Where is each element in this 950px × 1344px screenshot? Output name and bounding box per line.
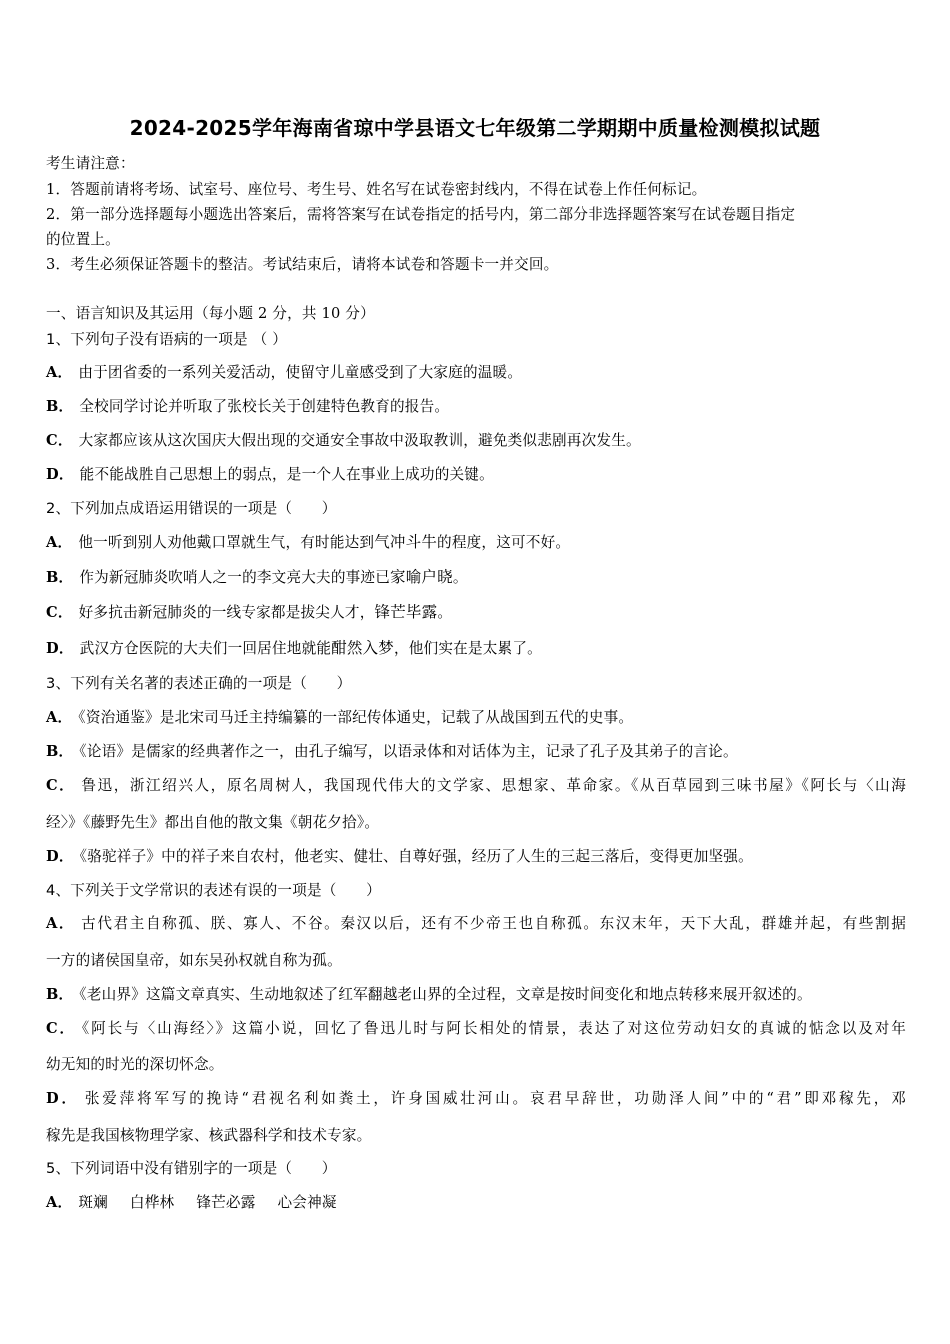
q3-option-c	[46, 774, 906, 795]
q4-option-d-cont: 稼先是我国核物理学家、核武器科学和技术专家。	[46, 1127, 372, 1144]
question-number: 2、	[46, 500, 71, 517]
option-letter: B．	[46, 743, 74, 760]
option-letter: C．	[46, 777, 76, 794]
option-text: 大家都应该从这次国庆大假出现的交通安全事故中汲取教训，避免类似悲剧再次发生。	[78, 432, 641, 449]
q2-option-b	[46, 565, 468, 587]
question-stem: 下列词语中没有错别字的一项是（ ）	[70, 1160, 337, 1177]
notice-heading: 考生请注意：	[46, 155, 135, 172]
question-stem: 下列加点成语运用错误的一项是（ ）	[70, 500, 337, 517]
q2-option-a	[46, 530, 570, 552]
option-text: 能不能战胜自己思想上的弱点，是一个人在事业上成功的关键。	[79, 466, 494, 483]
q3-option-c-cont: 经〉》《藤野先生》都出自他的散文集《朝花夕拾》。	[46, 814, 380, 831]
option-text: 张爱萍将军写的挽诗“君视名利如粪土，许身国威壮河山。哀君早辞世，功勋泽人间”中的“君”即邓稼先，邓	[84, 1090, 906, 1107]
option-text: 他一听到别人劝他戴口罩就生气，有时能达到	[78, 534, 375, 551]
q4-option-d	[46, 1087, 906, 1108]
question-4	[46, 879, 381, 900]
option-text: 《资治通鉴》是北宋司马迁主持编纂的一部纪传体通史，记载了从战国到五代的史事。	[78, 709, 634, 726]
option-letter: D．	[46, 640, 74, 657]
q1-option-a	[46, 361, 522, 382]
question-stem: 下列关于文学常识的表述有误的一项是（ ）	[70, 882, 381, 899]
question-5	[46, 1157, 337, 1178]
q2-option-d	[46, 636, 542, 658]
option-letter: A．	[46, 364, 73, 381]
option-letter: A．	[46, 534, 73, 551]
option-text-end: 。	[452, 569, 468, 586]
question-number: 3、	[46, 675, 71, 692]
word-4: 心会神凝	[277, 1194, 337, 1211]
question-2	[46, 497, 337, 518]
word-1: 斑斓	[78, 1194, 108, 1211]
word-3: 锋芒必露	[196, 1194, 256, 1211]
option-text: 古代君主自称孤、朕、寡人、不谷。秦汉以后，还有不少帝王也自称孤。东汉末年，天下大乱，群雄并起，有些割据	[81, 915, 906, 932]
option-letter: A．	[46, 915, 76, 932]
word-2: 白桦林	[129, 1194, 175, 1211]
q1-option-d	[46, 463, 494, 484]
option-letter: C．	[46, 604, 73, 621]
option-text: 《阿长与〈山海经〉》这篇小说，回忆了鲁迅儿时与阿长相处的情景，表达了对这位劳动妇女的真诚的惦念以及对年	[81, 1020, 907, 1037]
q4-option-a-cont: 一方的诸侯国皇帝，如东吴孙权就自称为孤。	[46, 952, 342, 969]
option-letter: D．	[46, 848, 74, 865]
dotted-idiom: 锋芒毕露	[374, 603, 438, 621]
notice-item-2: 2．第一部分选择题每小题选出答案后，需将答案写在试卷指定的括号内，第二部分非选择题答案写在试卷题目指定	[46, 206, 796, 223]
q4-option-b	[46, 983, 812, 1004]
question-number: 4、	[46, 882, 71, 899]
question-1	[46, 328, 287, 349]
q3-option-a	[46, 706, 633, 727]
q4-option-c-cont: 幼无知的时光的深切怀念。	[46, 1056, 224, 1073]
option-text-end: ，他们实在是太累了。	[393, 640, 542, 657]
question-stem: 下列句子没有语病的一项是 （ ）	[70, 331, 288, 348]
q4-option-c	[46, 1017, 906, 1038]
q1-option-b	[46, 395, 449, 416]
option-text: 《论语》是儒家的经典著作之一，由孔子编写，以语录体和对话体为主，记录了孔子及其弟子的言论。	[79, 743, 738, 760]
option-text: 《老山界》这篇文章真实、生动地叙述了红军翻越老山界的全过程，文章是按时间变化和地点转移来展开叙述的。	[79, 986, 812, 1003]
option-text: 《骆驼祥子》中的祥子来自农村，他老实、健壮、自尊好强，经历了人生的三起三落后，变得更加坚强。	[79, 848, 753, 865]
dotted-idiom: 酣然入梦	[331, 639, 394, 657]
option-text-end: 的程度，这可不好。	[437, 534, 571, 551]
option-letter: B．	[46, 569, 74, 586]
exam-title: 2024-2025学年海南省琼中学县语文七年级第二学期期中质量检测模拟试题	[129, 116, 821, 140]
option-text-end: 。	[437, 604, 453, 621]
q1-option-c	[46, 429, 641, 450]
option-letter: C．	[46, 432, 73, 449]
option-letter: A．	[46, 709, 73, 726]
option-text: 武汉方仓医院的大夫们一回居住地就能	[79, 640, 332, 657]
option-letter: B．	[46, 986, 74, 1003]
option-letter: B．	[46, 398, 74, 415]
notice-item-1: 1．答题前请将考场、试室号、座位号、考生号、姓名写在试卷密封线内，不得在试卷上作任何标记。	[46, 181, 707, 198]
notice-item-3: 3．考生必须保证答题卡的整洁。考试结束后，请将本试卷和答题卡一并交回。	[46, 256, 559, 273]
question-3	[46, 672, 351, 693]
q3-option-d	[46, 845, 753, 866]
question-stem: 下列有关名著的表述正确的一项是（ ）	[70, 675, 352, 692]
q2-option-c	[46, 600, 452, 622]
notice-item-2-cont: 的位置上。	[46, 231, 120, 248]
question-number: 1、	[46, 331, 71, 348]
option-letter: D．	[46, 1090, 79, 1107]
option-letter: A．	[46, 1194, 73, 1211]
section-heading: 一、语言知识及其运用（每小题 2 分，共 10 分）	[46, 305, 375, 322]
q4-option-a	[46, 912, 906, 933]
option-text: 作为新冠肺炎吹哨人之一的李文亮大夫的事迹已	[79, 569, 391, 586]
option-text: 好多抗击新冠肺炎的一线专家都是拔尖人才，	[78, 604, 375, 621]
option-text: 鲁迅，浙江绍兴人，原名周树人，我国现代伟大的文学家、思想家、革命家。《从百草园到三味书屋》《阿长与〈山海	[81, 777, 906, 794]
dotted-idiom: 气冲斗牛	[374, 533, 438, 551]
option-text: 全校同学讨论并听取了张校长关于创建特色教育的报告。	[79, 398, 450, 415]
option-letter: C．	[46, 1020, 76, 1037]
q3-option-b	[46, 740, 738, 761]
option-letter: D．	[46, 466, 74, 483]
q5-option-a	[46, 1191, 337, 1212]
question-number: 5、	[46, 1160, 71, 1177]
dotted-idiom: 家喻户晓	[390, 568, 453, 586]
option-text: 由于团省委的一系列关爱活动，使留守儿童感受到了大家庭的温暖。	[78, 364, 523, 381]
